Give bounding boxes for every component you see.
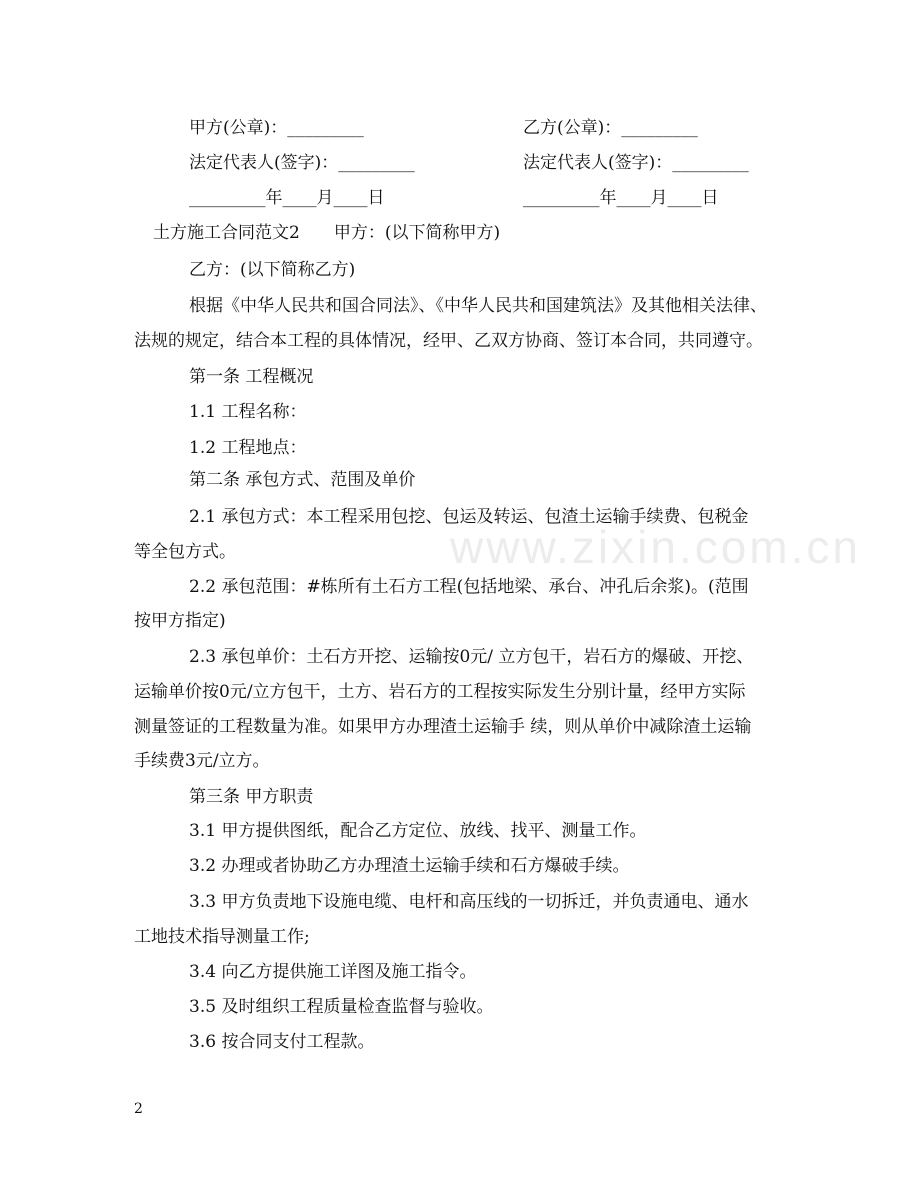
- party-b-seal: 乙方(公章)：_________: [523, 118, 698, 138]
- paragraph-line: 3.3 甲方负责地下设施电缆、电杆和高压线的一切拆迁，并负责通电、通水: [189, 892, 749, 912]
- paragraph-line: 3.2 办理或者协助乙方办理渣土运输手续和石方爆破手续。: [189, 856, 630, 876]
- article-heading: 第三条 甲方职责: [189, 787, 314, 807]
- paragraph-line: 乙方：(以下简称乙方): [189, 260, 356, 280]
- paragraph-line: 1.2 工程地点：: [189, 438, 307, 458]
- paragraph-line: 3.5 及时组织工程质量检查监督与验收。: [189, 997, 494, 1017]
- paragraph-line: 2.3 承包单价：土石方开挖、运输按0元/ 立方包干，岩石方的爆破、开挖、: [189, 647, 754, 667]
- paragraph-line: 按甲方指定): [134, 611, 226, 631]
- paragraph-line: 1.1 工程名称：: [189, 402, 307, 422]
- party-a-seal: 甲方(公章)：_________: [189, 118, 364, 138]
- paragraph-line: 2.2 承包范围：#栋所有土石方工程(包括地梁、承台、冲孔后余浆)。(范围: [189, 577, 749, 597]
- paragraph-line: 工地技术指导测量工作;: [134, 927, 310, 947]
- date-b: _________年____月____日: [523, 188, 719, 208]
- rep-a-signature: 法定代表人(签字)：_________: [189, 153, 415, 173]
- paragraph-line: 运输单价按0元/立方包干，土方、岩石方的工程按实际发生分别计量，经甲方实际: [134, 682, 746, 702]
- paragraph-line: 3.6 按合同支付工程款。: [189, 1032, 375, 1052]
- paragraph-line: 根据《中华人民共和国合同法》、《中华人民共和国建筑法》及其他相关法律、: [189, 296, 767, 316]
- page-number: 2: [134, 1101, 143, 1117]
- paragraph-line: 手续费3元/立方。: [134, 751, 270, 771]
- rep-b-signature: 法定代表人(签字)：_________: [523, 153, 749, 173]
- date-a: _________年____月____日: [189, 188, 385, 208]
- article-heading: 第二条 承包方式、范围及单价: [189, 470, 416, 490]
- paragraph-line: 法规的规定，结合本工程的具体情况，经甲、乙双方协商、签订本合同，共同遵守。: [134, 331, 763, 351]
- article-heading: 第一条 工程概况: [189, 367, 314, 387]
- paragraph-line: 3.1 甲方提供图纸，配合乙方定位、放线、找平、测量工作。: [189, 821, 647, 841]
- paragraph-line: 3.4 向乙方提供施工详图及施工指令。: [189, 962, 477, 982]
- paragraph-line: 2.1 承包方式：本工程采用包挖、包运及转运、包渣土运输手续费、包税金: [189, 507, 749, 527]
- paragraph-line: 测量签证的工程数量为准。如果甲方办理渣土运输手 续，则从单价中减除渣土运输: [134, 717, 752, 737]
- paragraph-line: 等全包方式。: [134, 542, 236, 562]
- section-heading: 土方施工合同范文2 甲方：(以下简称甲方): [153, 223, 501, 243]
- watermark: www.zixin.com.cn: [450, 521, 861, 573]
